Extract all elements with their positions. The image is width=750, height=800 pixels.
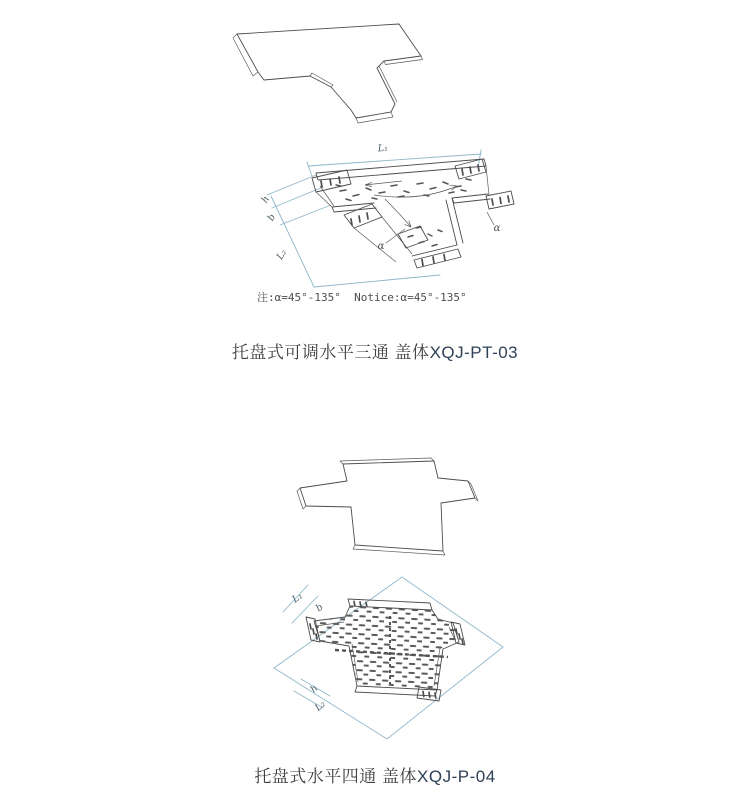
dim-label-h: h (308, 683, 321, 696)
cross-tray-drawing (263, 570, 513, 744)
dim-label-b: b (265, 212, 279, 224)
tee-cover-drawing (222, 20, 440, 128)
arrow-branch (385, 199, 411, 227)
dim-label-l1: L₁ (290, 590, 305, 606)
tee-caption-name: 托盘式可调水平三通 盖体 (231, 343, 430, 362)
tee-tray-body (312, 159, 514, 268)
tee-caption-model: XQJ-PT-03 (429, 343, 519, 362)
cross-caption-model: XQJ-P-04 (417, 767, 496, 786)
dim-label-l2: L₂ (274, 247, 290, 262)
dim-label-l1: L₁ (377, 142, 389, 155)
tee-angle-note: 注:α=45°-135° Notice:α=45°-135° (257, 291, 467, 304)
cross-tray-body (306, 599, 465, 701)
tee-dimension-lines (267, 150, 481, 287)
dim-label-l2: L₂ (312, 698, 328, 714)
tee-caption (0, 338, 750, 363)
alpha-label-branch: α (377, 241, 385, 252)
cross-caption (0, 762, 750, 787)
tee-tray-drawing (253, 128, 518, 290)
dim-label-b: b (313, 601, 326, 615)
arrow-right (374, 185, 457, 197)
alpha-label-right: α (493, 223, 501, 234)
dim-label-h: h (259, 194, 273, 206)
cross-caption-name: 托盘式水平四通 盖体 (254, 767, 418, 786)
cross-cover-drawing (280, 452, 502, 568)
